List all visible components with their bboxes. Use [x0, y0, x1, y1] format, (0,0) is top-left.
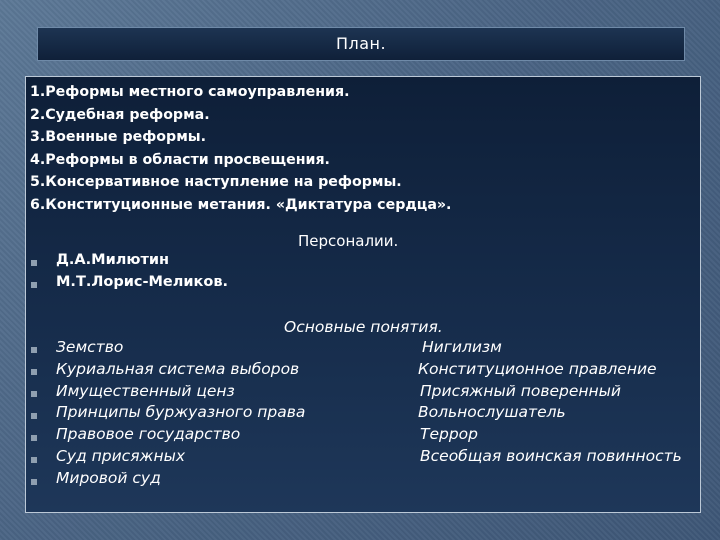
concept-left-item: Суд присяжных	[56, 447, 186, 465]
bullet-icon	[31, 369, 37, 375]
bullet-icon	[31, 260, 37, 266]
content-panel	[25, 76, 701, 513]
concept-right-item: Нигилизм	[422, 338, 502, 356]
bullet-icon	[31, 282, 37, 288]
plan-item: 4.Реформы в области просвещения.	[30, 151, 330, 168]
personality-item: Д.А.Милютин	[56, 252, 170, 268]
bullet-icon	[31, 435, 37, 441]
plan-item: 6.Конституционные метания. «Диктатура сердца».	[30, 196, 452, 213]
concepts-heading: Основные понятия.	[284, 318, 443, 336]
concept-left-item: Куриальная система выборов	[56, 360, 300, 378]
concept-left-item: Имущественный ценз	[56, 382, 235, 400]
bullet-icon	[31, 391, 37, 397]
concept-right-item: Присяжный поверенный	[420, 382, 621, 400]
plan-item: 1.Реформы местного самоуправления.	[30, 84, 350, 100]
concept-right-item: Террор	[420, 425, 479, 443]
concept-left-item: Мировой суд	[56, 469, 161, 487]
concept-left-item: Правовое государство	[56, 425, 241, 443]
personalities-heading: Персоналии.	[298, 232, 399, 250]
concept-right-item: Конституционное правление	[418, 360, 657, 378]
personality-item: М.Т.Лорис-Меликов.	[56, 274, 229, 290]
concept-right-item: Вольнослушатель	[418, 403, 566, 421]
bullet-icon	[31, 347, 37, 353]
plan-list	[30, 81, 451, 217]
plan-item: 2.Судебная реформа.	[30, 106, 210, 123]
concept-right-item: Всеобщая воинская повинность	[420, 447, 682, 465]
concept-left-item: Принципы буржуазного права	[56, 403, 306, 421]
plan-item: 3.Военные реформы.	[30, 129, 207, 146]
plan-item: 5.Консервативное наступление на реформы.	[30, 174, 402, 191]
slide-title: План.	[37, 27, 685, 61]
concept-left-item: Земство	[56, 338, 124, 356]
bullet-icon	[31, 413, 37, 419]
bullet-icon	[31, 479, 37, 485]
bullet-icon	[31, 457, 37, 463]
